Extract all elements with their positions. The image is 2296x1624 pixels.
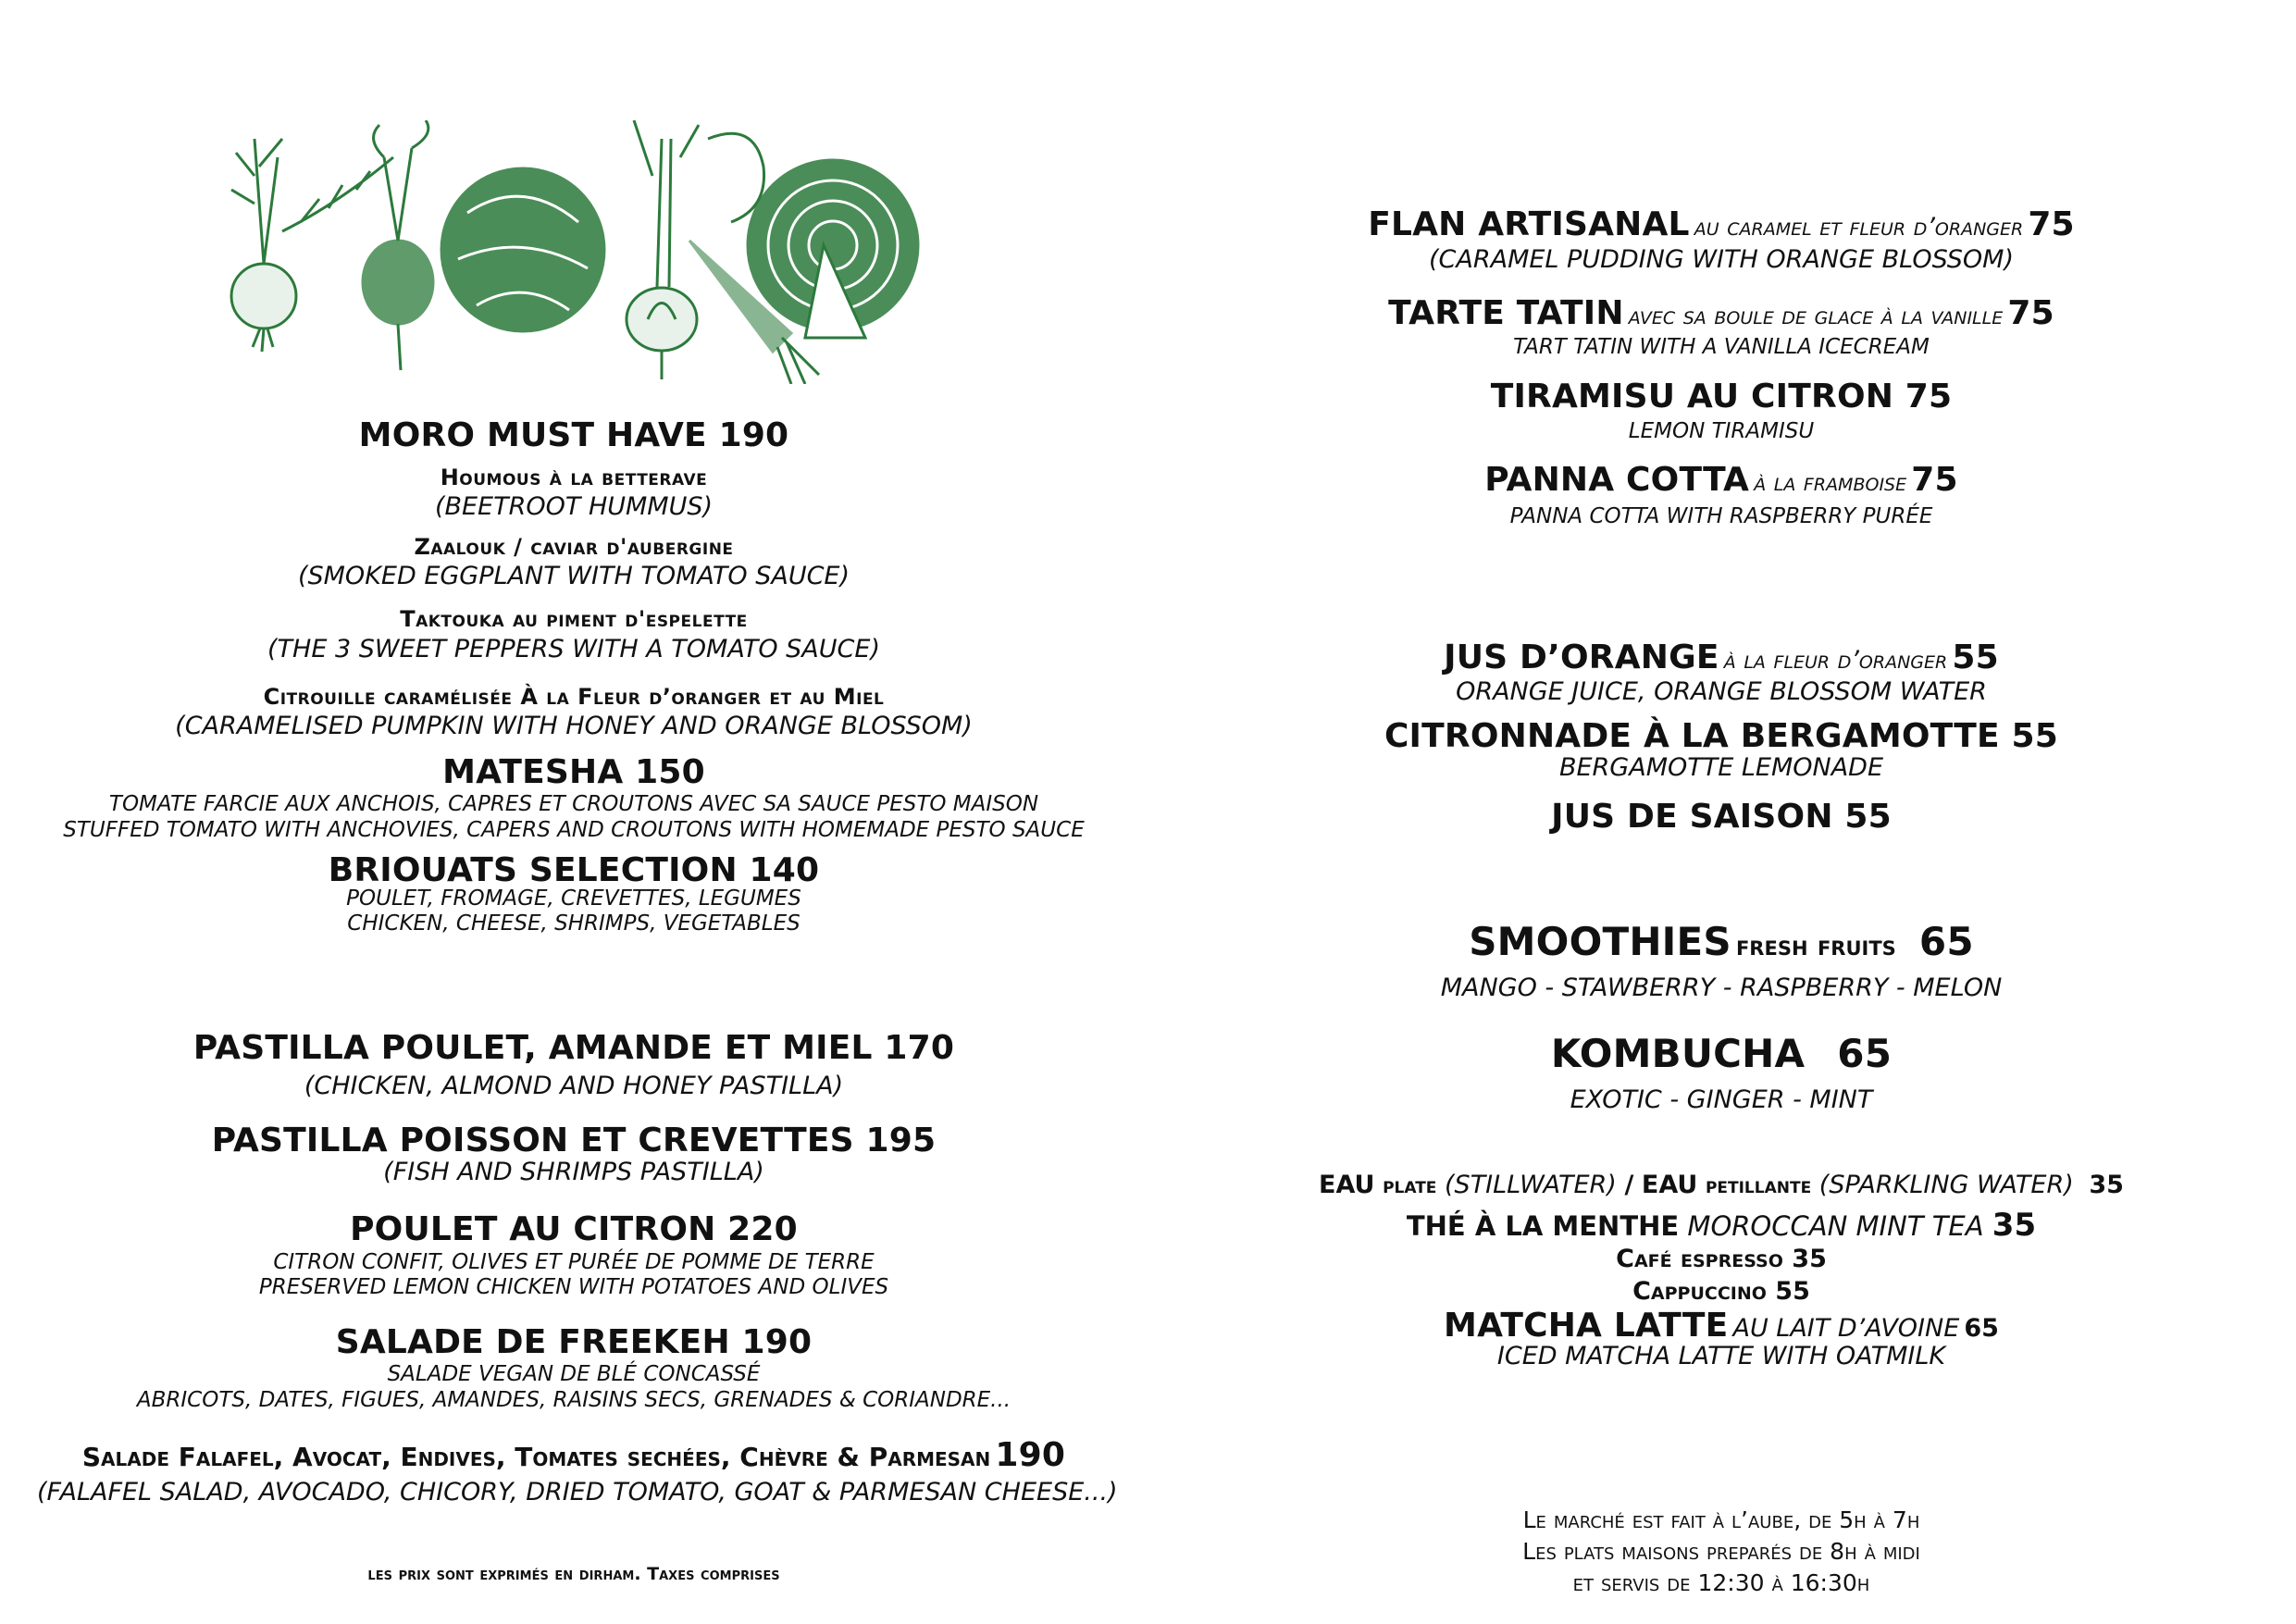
eau-sep: /	[1624, 1171, 1634, 1199]
falafel-price: 190	[995, 1436, 1066, 1474]
falafel-title: Salade Falafel, Avocat, Endives, Tomates sechées, Chèvre & Parmesan	[81, 1442, 991, 1472]
flan-price: 75	[2028, 205, 2075, 243]
flan-en: (CARAMEL PUDDING WITH ORANGE BLOSSOM)	[1428, 245, 2015, 274]
matesha-fr: TOMATE FARCIE AUX ANCHOIS, CAPRES ET CROUTONS AVEC SA SAUCE PESTO MAISON	[108, 792, 1039, 816]
moro-logo	[227, 120, 930, 384]
panna-name: PANNA COTTA	[1484, 461, 1750, 499]
jus-orange-line	[1277, 638, 2166, 676]
item-en: (BEETROOT HUMMUS)	[434, 492, 714, 521]
panna-sub: à la framboise	[1754, 468, 1907, 497]
poulet-citron-title: POULET AU CITRON 220	[350, 1210, 798, 1248]
kombucha-line	[1277, 1031, 2166, 1076]
citronnade-en: BERGAMOTTE LEMONADE	[1558, 753, 1884, 782]
item-en: (SMOKED EGGPLANT WITH TOMATO SAUCE)	[297, 562, 850, 590]
matesha-title: MATESHA 150	[442, 753, 705, 791]
kombucha-en: EXOTIC - GINGER - MINT	[1570, 1085, 1873, 1114]
tatin-en: TART TATIN WITH A VANILLA ICECREAM	[1513, 335, 1930, 359]
the-line	[1277, 1207, 2166, 1244]
poulet-citron-fr: CITRON CONFIT, OLIVES ET PURÉE DE POMME DE TERRE	[273, 1250, 875, 1274]
tatin-name: TARTE TATIN	[1388, 294, 1624, 332]
poulet-citron-en: PRESERVED LEMON CHICKEN WITH POTATOES AND OLIVES	[258, 1275, 889, 1299]
freekeh-fr: SALADE VEGAN DE BLÉ CONCASSÉ	[387, 1362, 761, 1386]
matcha-price: 65	[1964, 1314, 1999, 1343]
matcha-name: MATCHA LATTE	[1444, 1307, 1729, 1345]
item-en: (CARAMELISED PUMPKIN WITH HONEY AND ORANGE BLOSSOM)	[175, 712, 973, 740]
tatin-price: 75	[2007, 294, 2054, 332]
jus-saison-name: JUS DE SAISON 55	[1551, 798, 1892, 836]
must-have-title: MORO MUST HAVE 190	[358, 416, 789, 454]
tiramisu-en: LEMON TIRAMISU	[1628, 419, 1815, 443]
eau-plate: EAU	[1319, 1171, 1375, 1199]
eau-plate-sub: plate	[1383, 1172, 1437, 1198]
pastilla-poulet-title: PASTILLA POULET, AMANDE ET MIEL 170	[192, 1029, 955, 1067]
briouats-fr: POULET, FROMAGE, CREVETTES, LEGUMES	[346, 886, 801, 911]
item-fr: Zaalouk / caviar d'aubergine	[414, 534, 734, 560]
jus-orange-en: ORANGE JUICE, ORANGE BLOSSOM WATER	[1456, 677, 1987, 706]
eau-petillante: EAU	[1641, 1171, 1698, 1199]
price-note: les prix sont exprimés en dirham. Taxes comprises	[367, 1564, 780, 1584]
tatin-sub: avec sa boule de glace à la vanille	[1628, 302, 2004, 330]
freekeh-title: SALADE DE FREEKEH 190	[335, 1323, 813, 1361]
eau-plate-en: (STILLWATER)	[1445, 1171, 1617, 1199]
market-note: Les plats maisons preparés de 8h à midi	[1522, 1538, 1920, 1565]
matcha-line	[1277, 1307, 2166, 1345]
jus-orange-sub: à la fleur d’oranger	[1723, 646, 1948, 675]
kombucha-price: 65	[1837, 1031, 1893, 1076]
panna-price: 75	[1911, 461, 1958, 499]
market-note: Le marché est fait à l’aube, de 5h à 7h	[1522, 1506, 1920, 1533]
kombucha-name: KOMBUCHA	[1550, 1031, 1806, 1076]
falafel-en: (FALAFEL SALAD, AVOCADO, CHICORY, DRIED TOMATO, GOAT & PARMESAN CHEESE...)	[37, 1478, 1118, 1506]
pastilla-poisson-en: (FISH AND SHRIMPS PASTILLA)	[383, 1158, 764, 1186]
eau-line	[1277, 1171, 2166, 1199]
the-price: 35	[1992, 1207, 2037, 1244]
briouats-en: CHICKEN, CHEESE, SHRIMPS, VEGETABLES	[347, 911, 800, 936]
espresso: Café espresso 35	[1616, 1245, 1827, 1273]
pastilla-poulet-en: (CHICKEN, ALMOND AND HONEY PASTILLA)	[304, 1072, 844, 1100]
smoothies-en: MANGO - STAWBERRY - RASPBERRY - MELON	[1440, 973, 2003, 1002]
matcha-en: ICED MATCHA LATTE WITH OATMILK	[1496, 1342, 1946, 1370]
item-fr: Taktouka au piment d'espelette	[400, 606, 748, 632]
jus-orange-price: 55	[1952, 638, 1999, 676]
citronnade-name: CITRONNADE À LA BERGAMOTTE 55	[1384, 717, 2059, 755]
falafel-title-line	[37, 1436, 1111, 1474]
tatin-line	[1277, 294, 2166, 332]
pastilla-poisson-title: PASTILLA POISSON ET CREVETTES 195	[211, 1122, 937, 1159]
tiramisu-name: TIRAMISU AU CITRON 75	[1490, 378, 1953, 415]
item-en: (THE 3 SWEET PEPPERS WITH A TOMATO SAUCE)	[267, 635, 880, 663]
eau-petillante-en: (SPARKLING WATER)	[1818, 1171, 2074, 1199]
smoothies-line	[1277, 919, 2166, 964]
vegetable-logo-icon	[227, 120, 930, 384]
smoothies-name: SMOOTHIES	[1469, 919, 1731, 964]
matesha-en: STUFFED TOMATO WITH ANCHOVIES, CAPERS AND CROUTONS WITH HOMEMADE PESTO SAUCE	[63, 818, 1085, 842]
freekeh-en: ABRICOTS, DATES, FIGUES, AMANDES, RAISINS SECS, GRENADES & CORIANDRE...	[136, 1388, 1011, 1412]
panna-en: PANNA COTTA WITH RASPBERRY PURÉE	[1509, 504, 1933, 528]
item-fr: Houmous à la betterave	[440, 465, 708, 490]
smoothies-price: 65	[1918, 919, 1974, 964]
market-note: et servis de 12:30 à 16:30h	[1572, 1569, 1870, 1596]
the-name: THÉ À LA MENTHE	[1406, 1210, 1680, 1242]
jus-orange-name: JUS D’ORANGE	[1444, 638, 1719, 676]
flan-line	[1277, 205, 2166, 243]
briouats-title: BRIOUATS SELECTION 140	[328, 851, 820, 889]
smoothies-sub: fresh fruits	[1735, 930, 1896, 962]
eau-price: 35	[2089, 1171, 2124, 1199]
cappuccino: Cappuccino 55	[1632, 1277, 1810, 1306]
flan-sub: au caramel et fleur d’oranger	[1694, 213, 2024, 242]
the-en: MOROCCAN MINT TEA	[1687, 1210, 1984, 1242]
item-fr: Citrouille caramélisée À la Fleur d’oranger et au Miel	[263, 684, 885, 710]
eau-petillante-sub: petillante	[1705, 1172, 1812, 1198]
flan-name: FLAN ARTISANAL	[1368, 205, 1690, 243]
matcha-sub: AU LAIT D’AVOINE	[1732, 1314, 1960, 1343]
panna-line	[1277, 461, 2166, 499]
